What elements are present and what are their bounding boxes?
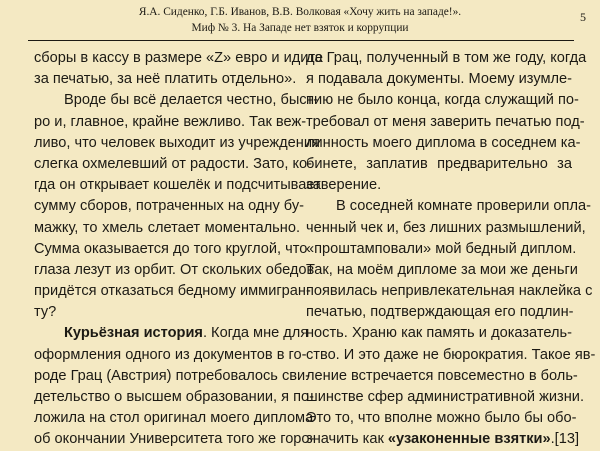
text-line: сборы в кассу в размере «Z» евро и идите	[34, 50, 324, 66]
text-line: придётся отказаться бедному иммигран-	[34, 283, 311, 300]
text-line: заверение.	[306, 177, 382, 194]
left-text-column	[34, 48, 324, 451]
text-line: ление встречается повсеместно в боль-	[306, 367, 578, 384]
text-line: да Грац, полученный в том же году, когда	[306, 50, 587, 66]
text-line: сумму сборов, потраченных на одну бу-	[34, 198, 304, 215]
text-line: оформления одного из документов в го-	[34, 346, 307, 363]
text-line: гда он открывает кошелёк и подсчитывает	[34, 177, 321, 194]
text-line: слегка охмелевший от радости. Зато, ко-	[34, 155, 313, 172]
running-header	[0, 4, 600, 42]
text-line: «проштамповали» мой бедный диплом.	[306, 240, 577, 257]
text-line: Это то, что вполне можно было бы обо-	[306, 410, 577, 427]
text-line: ность. Храню как память и доказатель-	[306, 325, 572, 342]
header-rule	[28, 40, 574, 41]
text-line: шинстве сфер административной жизни.	[306, 389, 585, 405]
text-line: ство. И это даже не бюрократия. Такое яв-	[306, 346, 596, 363]
page-number: 5	[580, 10, 586, 24]
text-line: бинете, заплатив предварительно за	[306, 155, 572, 172]
text-line: ту?	[34, 304, 57, 321]
text-line: детельство о высшем образовании, я по-	[34, 389, 314, 405]
text-line: появилась непривлекательная наклейка с	[306, 283, 593, 300]
text-line: Вроде бы всё делается честно, быст-	[64, 92, 319, 109]
text-line: В соседней комнате проверили опла-	[336, 198, 591, 215]
emphasis-text: Курьёзная история	[64, 325, 203, 342]
header-authors-title: Я.А. Сиденко, Г.Б. Иванов, В.В. Волковая «Хочу жить на западе!».	[138, 6, 462, 18]
text-line: требовал от меня заверить печатью под-	[306, 113, 585, 130]
header-chapter: Миф № 3. На Западе нет взяток и коррупции	[191, 22, 409, 34]
text-line: об окончании Университета того же горо-	[34, 431, 315, 448]
text-line: нию не было конца, когда служащий по-	[306, 92, 579, 109]
text-line: роде Грац (Австрия) потребовалось сви-	[34, 367, 311, 384]
right-text-column	[306, 48, 596, 451]
text-line: Сумма оказывается до того круглой, что	[34, 240, 308, 257]
emphasis-text: «узаконенные взятки»	[387, 431, 551, 448]
text-line: значить как «узаконенные взятки».[13]	[306, 431, 580, 448]
text-line: мажку, то хмель слетает моментально.	[34, 219, 300, 236]
text-line: ро и, главное, крайне вежливо. Так веж-	[34, 113, 307, 130]
text-line: печатью, подтверждающая его подлин-	[306, 304, 574, 321]
text-line: Курьёзная история. Когда мне для	[64, 325, 309, 342]
text-line: я подавала документы. Моему изумле-	[306, 71, 572, 88]
text-line: ченный чек и, без лишних размышлений,	[306, 219, 586, 236]
text-line: Так, на моём дипломе за мои же деньги	[306, 261, 578, 278]
text-line: глаза лезут из орбит. От скольких обедов	[34, 261, 315, 278]
text-line: ливо, что человек выходит из учреждения	[34, 134, 320, 151]
text-line: линность моего диплома в соседнем ка-	[306, 134, 581, 151]
text-line: ложила на стол оригинал моего диплома	[34, 410, 314, 427]
text-line: за печатью, за неё платить отдельно».	[34, 71, 297, 88]
